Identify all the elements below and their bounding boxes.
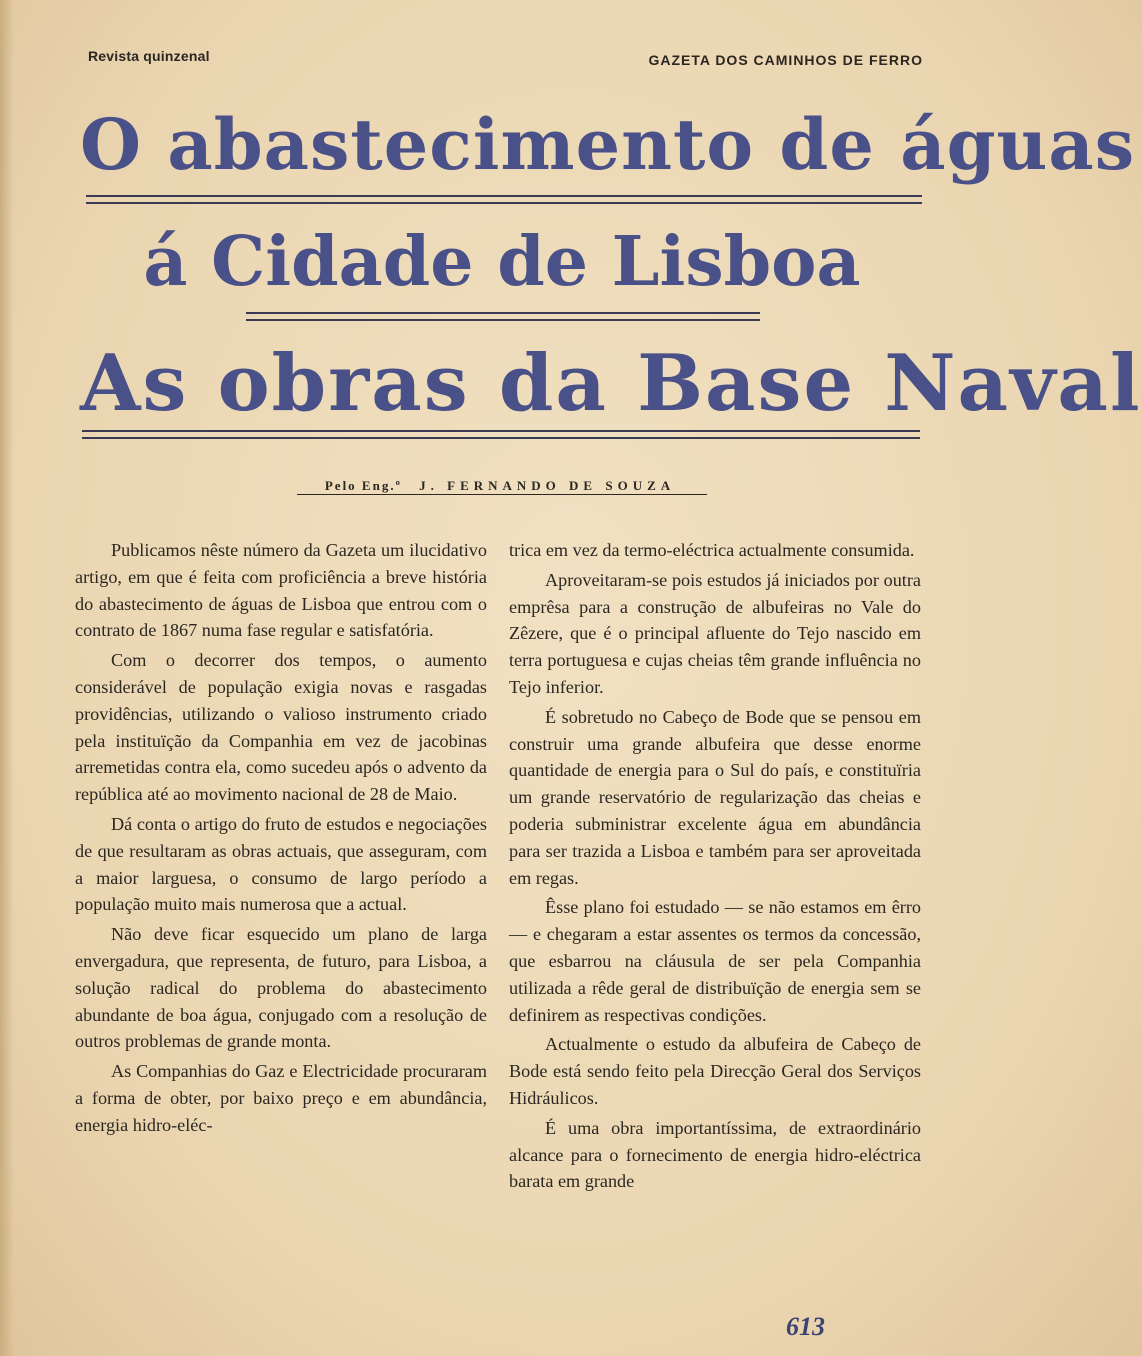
- page-number: 613: [786, 1312, 825, 1341]
- article-column-left: [75, 537, 487, 1139]
- paragraph: Com o decorrer dos tempos, o aumento considerável de população exigia novas e rasgadas providências, utilizando o valioso instrumento criado pela instituïção da Companhia em vez de jacobinas arremetidas contra ela, como sucedeu após o advento da república até ao movimento nacional de 28 de Maio.: [75, 650, 487, 805]
- paragraph-continued: trica em vez da termo-eléctrica actualmente consumida.: [509, 540, 915, 560]
- paragraph: Actualmente o estudo da albufeira de Cabeço de Bode está sendo feito pela Direcção Geral dos Serviços Hidráulicos.: [509, 1034, 921, 1108]
- paragraph: Não deve ficar esquecido um plano de larga envergadura, que representa, de futuro, para Lisboa, a solução radical do problema do abastecimento abundante de boa água, conjugado com a resolução de outros problemas de grande monta.: [75, 924, 487, 1052]
- headline-line-1: O abastecimento de águas: [80, 103, 1136, 186]
- paragraph: Êsse plano foi estudado — se não estamos em êrro — e chegaram a estar assentes os termos da concessão, que esbarrou na cláusula de ser pela Companhia utilizada a rêde geral de distribuïção de energia sem se definirem as respectivas condições.: [509, 897, 921, 1025]
- byline-underline: [297, 494, 707, 495]
- article-column-right: [509, 537, 921, 1195]
- headline-line-2: á Cidade de Lisboa: [143, 222, 861, 302]
- title-rule-1a: [86, 195, 922, 197]
- title-rule-2b: [246, 319, 760, 321]
- byline-author: J. FERNANDO DE SOUZA: [419, 478, 676, 493]
- headline-line-3: As obras da Base Naval: [80, 338, 1142, 429]
- byline: [0, 478, 1000, 494]
- paragraph: Aproveitaram-se pois estudos já iniciados por outra emprêsa para a construção de albufeiras no Vale do Zêzere, que é o principal afluente do Tejo nascido em terra portuguesa e cujas cheias têm grande influência no Tejo inferior.: [509, 569, 921, 697]
- title-rule-2a: [246, 312, 760, 314]
- header-right-label: GAZETA DOS CAMINHOS DE FERRO: [648, 52, 923, 68]
- title-rule-1b: [86, 202, 922, 204]
- paragraph: É uma obra importantíssima, de extraordinário alcance para o fornecimento de energia hidro-eléctrica barata em grande: [509, 1117, 921, 1192]
- paragraph: Dá conta o artigo do fruto de estudos e negociações de que resultaram as obras actuais, que asseguram, com a maior larguesa, o consumo de largo período a população muito mais numerosa que a actual.: [75, 813, 487, 915]
- page-edge-shadow: [0, 0, 14, 1356]
- header-left-label: Revista quinzenal: [88, 48, 210, 64]
- paragraph: É sobretudo no Cabeço de Bode que se pensou em construir uma grande albufeira que desse enorme quantidade de energia para o Sul do país, e constituïria um grande reservatório de regularização das cheias e poderia subministrar excelente água em abundância para ser trazida a Lisboa e também para ser aproveitada em regas.: [509, 706, 921, 888]
- paragraph: Publicamos nêste número da Gazeta um ilucidativo artigo, em que é feita com proficiência a breve história do abastecimento de águas de Lisboa que entrou com o contrato de 1867 numa fase regular e satisfatória.: [75, 540, 487, 641]
- byline-prefix: Pelo Eng.º: [324, 478, 402, 493]
- paragraph: As Companhias do Gaz e Electricidade procuraram a forma de obter, por baixo preço e em abundância, energia hidro-eléc-: [75, 1061, 487, 1135]
- title-rule-3b: [82, 437, 920, 439]
- title-rule-3a: [82, 430, 920, 432]
